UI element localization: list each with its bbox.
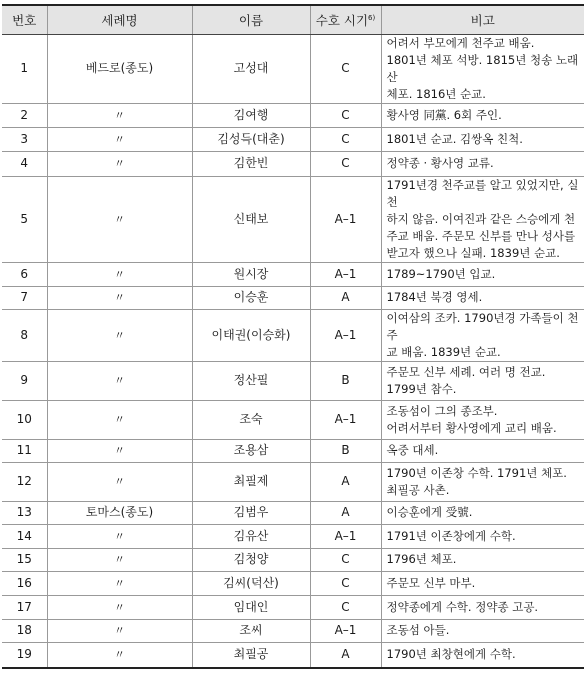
table-row: [2, 309, 584, 361]
cell-remarks: [381, 400, 584, 439]
table-row: [2, 400, 584, 439]
remarks-line: 조동섬이 그의 종조부.: [386, 403, 498, 418]
header-remarks: 비고: [381, 5, 584, 34]
cell-remarks: [381, 361, 584, 400]
cell-period: A–1: [310, 619, 381, 642]
cell-name: 최필제: [192, 462, 310, 501]
cell-no: 2: [2, 103, 47, 127]
cell-remarks: [381, 619, 584, 642]
remarks-line: 하지 않음. 이여진과 같은 스승에게 천: [386, 211, 576, 226]
remarks-line: 황사영 同黨. 6회 주인.: [386, 107, 502, 122]
cell-baptismal-name: 토마스(종도): [47, 501, 192, 524]
table-row: [2, 501, 584, 524]
data-table: [2, 4, 584, 669]
remarks-line: 1791년경 천주교를 알고 있었지만, 실천: [386, 177, 579, 209]
table-row: [2, 595, 584, 619]
cell-period: C: [310, 34, 381, 103]
header-name: 이름: [192, 5, 310, 34]
remarks-line: 1801년 체포 석방. 1815년 청송 노래산: [386, 52, 579, 84]
remarks-line: 교 배움. 1839년 순교.: [386, 344, 501, 359]
cell-no: 10: [2, 400, 47, 439]
cell-remarks: [381, 571, 584, 595]
cell-period: B: [310, 439, 381, 462]
cell-name: 김성득(대춘): [192, 127, 310, 151]
cell-name: 조숙: [192, 400, 310, 439]
cell-name: 김청양: [192, 548, 310, 571]
table-row: [2, 262, 584, 286]
header-baptismal-name: 세례명: [47, 5, 192, 34]
cell-remarks: [381, 34, 584, 103]
table-row: [2, 642, 584, 668]
cell-baptismal-name: 〃: [47, 524, 192, 548]
table-row: [2, 127, 584, 151]
cell-no: 13: [2, 501, 47, 524]
cell-period: A: [310, 286, 381, 309]
header-period: [310, 5, 381, 34]
remarks-line: 어려서부터 황사영에게 교리 배움.: [386, 420, 557, 435]
cell-baptismal-name: 〃: [47, 361, 192, 400]
remarks-line: 1790년 이존창 수학. 1791년 체포.: [386, 465, 567, 480]
cell-remarks: [381, 127, 584, 151]
cell-baptismal-name: 〃: [47, 571, 192, 595]
table-row: [2, 103, 584, 127]
table-row: [2, 619, 584, 642]
footnote-marker: 6): [368, 13, 376, 22]
cell-no: 19: [2, 642, 47, 668]
cell-no: 17: [2, 595, 47, 619]
cell-baptismal-name: 〃: [47, 462, 192, 501]
cell-period: A: [310, 501, 381, 524]
cell-baptismal-name: 〃: [47, 151, 192, 176]
cell-period: C: [310, 103, 381, 127]
cell-remarks: [381, 176, 584, 262]
cell-period: A: [310, 462, 381, 501]
cell-remarks: [381, 524, 584, 548]
cell-name: 정산필: [192, 361, 310, 400]
table-row: [2, 524, 584, 548]
table-row: [2, 176, 584, 262]
cell-no: 9: [2, 361, 47, 400]
cell-remarks: [381, 642, 584, 668]
table-row: [2, 151, 584, 176]
cell-baptismal-name: 〃: [47, 619, 192, 642]
header-no: 번호: [2, 5, 47, 34]
table-row: [2, 462, 584, 501]
table-body: [2, 34, 584, 668]
cell-no: 16: [2, 571, 47, 595]
remarks-line: 1784년 북경 영세.: [386, 290, 483, 304]
table-row: [2, 571, 584, 595]
cell-baptismal-name: 베드로(종도): [47, 34, 192, 103]
remarks-line: 1799년 참수.: [386, 381, 457, 396]
cell-name: 이승훈: [192, 286, 310, 309]
remarks-line: 어려서 부모에게 천주교 배움.: [386, 35, 535, 50]
cell-name: 원시장: [192, 262, 310, 286]
table-row: [2, 286, 584, 309]
cell-no: 7: [2, 286, 47, 309]
cell-baptismal-name: 〃: [47, 262, 192, 286]
cell-name: 김한빈: [192, 151, 310, 176]
cell-no: 1: [2, 34, 47, 103]
cell-remarks: [381, 501, 584, 524]
cell-period: A–1: [310, 309, 381, 361]
table-header: [2, 5, 584, 34]
cell-remarks: [381, 595, 584, 619]
cell-no: 14: [2, 524, 47, 548]
cell-period: A–1: [310, 524, 381, 548]
cell-baptismal-name: 〃: [47, 127, 192, 151]
remarks-line: 정약종에게 수학. 정약종 고공.: [386, 599, 539, 614]
remarks-line: 주문모 신부 세례. 여러 명 전교.: [386, 364, 546, 379]
cell-baptismal-name: 〃: [47, 286, 192, 309]
cell-baptismal-name: 〃: [47, 400, 192, 439]
header-row: [2, 5, 584, 34]
cell-remarks: [381, 262, 584, 286]
remarks-line: 이여삼의 조카. 1790년경 가족들이 천주: [386, 310, 579, 342]
cell-name: 김여행: [192, 103, 310, 127]
cell-baptismal-name: 〃: [47, 176, 192, 262]
cell-no: 8: [2, 309, 47, 361]
cell-baptismal-name: 〃: [47, 595, 192, 619]
cell-name: 김씨(덕산): [192, 571, 310, 595]
cell-period: C: [310, 127, 381, 151]
header-period-label: 수호 시기: [315, 12, 369, 28]
cell-no: 6: [2, 262, 47, 286]
cell-no: 5: [2, 176, 47, 262]
remarks-line: 1790년 최창현에게 수학.: [386, 647, 516, 662]
remarks-line: 1801년 순교. 김쌍옥 친척.: [386, 131, 523, 146]
cell-name: 최필공: [192, 642, 310, 668]
cell-baptismal-name: 〃: [47, 309, 192, 361]
cell-name: 조용삼: [192, 439, 310, 462]
cell-name: 김범우: [192, 501, 310, 524]
cell-name: 이태권(이승화): [192, 309, 310, 361]
cell-period: C: [310, 548, 381, 571]
table-row: [2, 361, 584, 400]
cell-period: C: [310, 595, 381, 619]
cell-name: 김유산: [192, 524, 310, 548]
remarks-line: 1789~1790년 입교.: [386, 266, 496, 281]
cell-remarks: [381, 439, 584, 462]
cell-baptismal-name: 〃: [47, 439, 192, 462]
cell-no: 3: [2, 127, 47, 151]
remarks-line: 받고자 했으나 실패. 1839년 순교.: [386, 245, 560, 260]
cell-baptismal-name: 〃: [47, 642, 192, 668]
remarks-line: 최필공 사촌.: [386, 482, 450, 497]
cell-baptismal-name: 〃: [47, 548, 192, 571]
table-container: [2, 4, 584, 669]
cell-period: A: [310, 642, 381, 668]
remarks-line: 체포. 1816년 순교.: [386, 86, 486, 101]
remarks-line: 1796년 체포.: [386, 552, 457, 566]
cell-remarks: [381, 548, 584, 571]
remarks-line: 주교 배움. 주문모 신부를 만나 성사를: [386, 228, 576, 243]
cell-no: 12: [2, 462, 47, 501]
table-row: [2, 548, 584, 571]
cell-remarks: [381, 286, 584, 309]
table-row: [2, 34, 584, 103]
cell-period: B: [310, 361, 381, 400]
cell-period: A–1: [310, 262, 381, 286]
cell-baptismal-name: 〃: [47, 103, 192, 127]
cell-no: 15: [2, 548, 47, 571]
remarks-line: 조동섬 아들.: [386, 623, 450, 637]
cell-name: 임대인: [192, 595, 310, 619]
cell-name: 신태보: [192, 176, 310, 262]
cell-remarks: [381, 462, 584, 501]
remarks-line: 옥중 대세.: [386, 443, 439, 457]
cell-period: C: [310, 151, 381, 176]
cell-no: 11: [2, 439, 47, 462]
cell-remarks: [381, 103, 584, 127]
cell-period: C: [310, 571, 381, 595]
cell-no: 4: [2, 151, 47, 176]
cell-period: A–1: [310, 400, 381, 439]
remarks-line: 이승훈에게 受號.: [386, 505, 473, 519]
cell-period: A–1: [310, 176, 381, 262]
table-row: [2, 439, 584, 462]
cell-remarks: [381, 309, 584, 361]
cell-name: 조씨: [192, 619, 310, 642]
remarks-line: 주문모 신부 마부.: [386, 575, 476, 590]
remarks-line: 1791년 이존창에게 수학.: [386, 528, 516, 543]
cell-remarks: [381, 151, 584, 176]
remarks-line: 정약종 · 황사영 교류.: [386, 156, 494, 170]
cell-no: 18: [2, 619, 47, 642]
cell-name: 고성대: [192, 34, 310, 103]
